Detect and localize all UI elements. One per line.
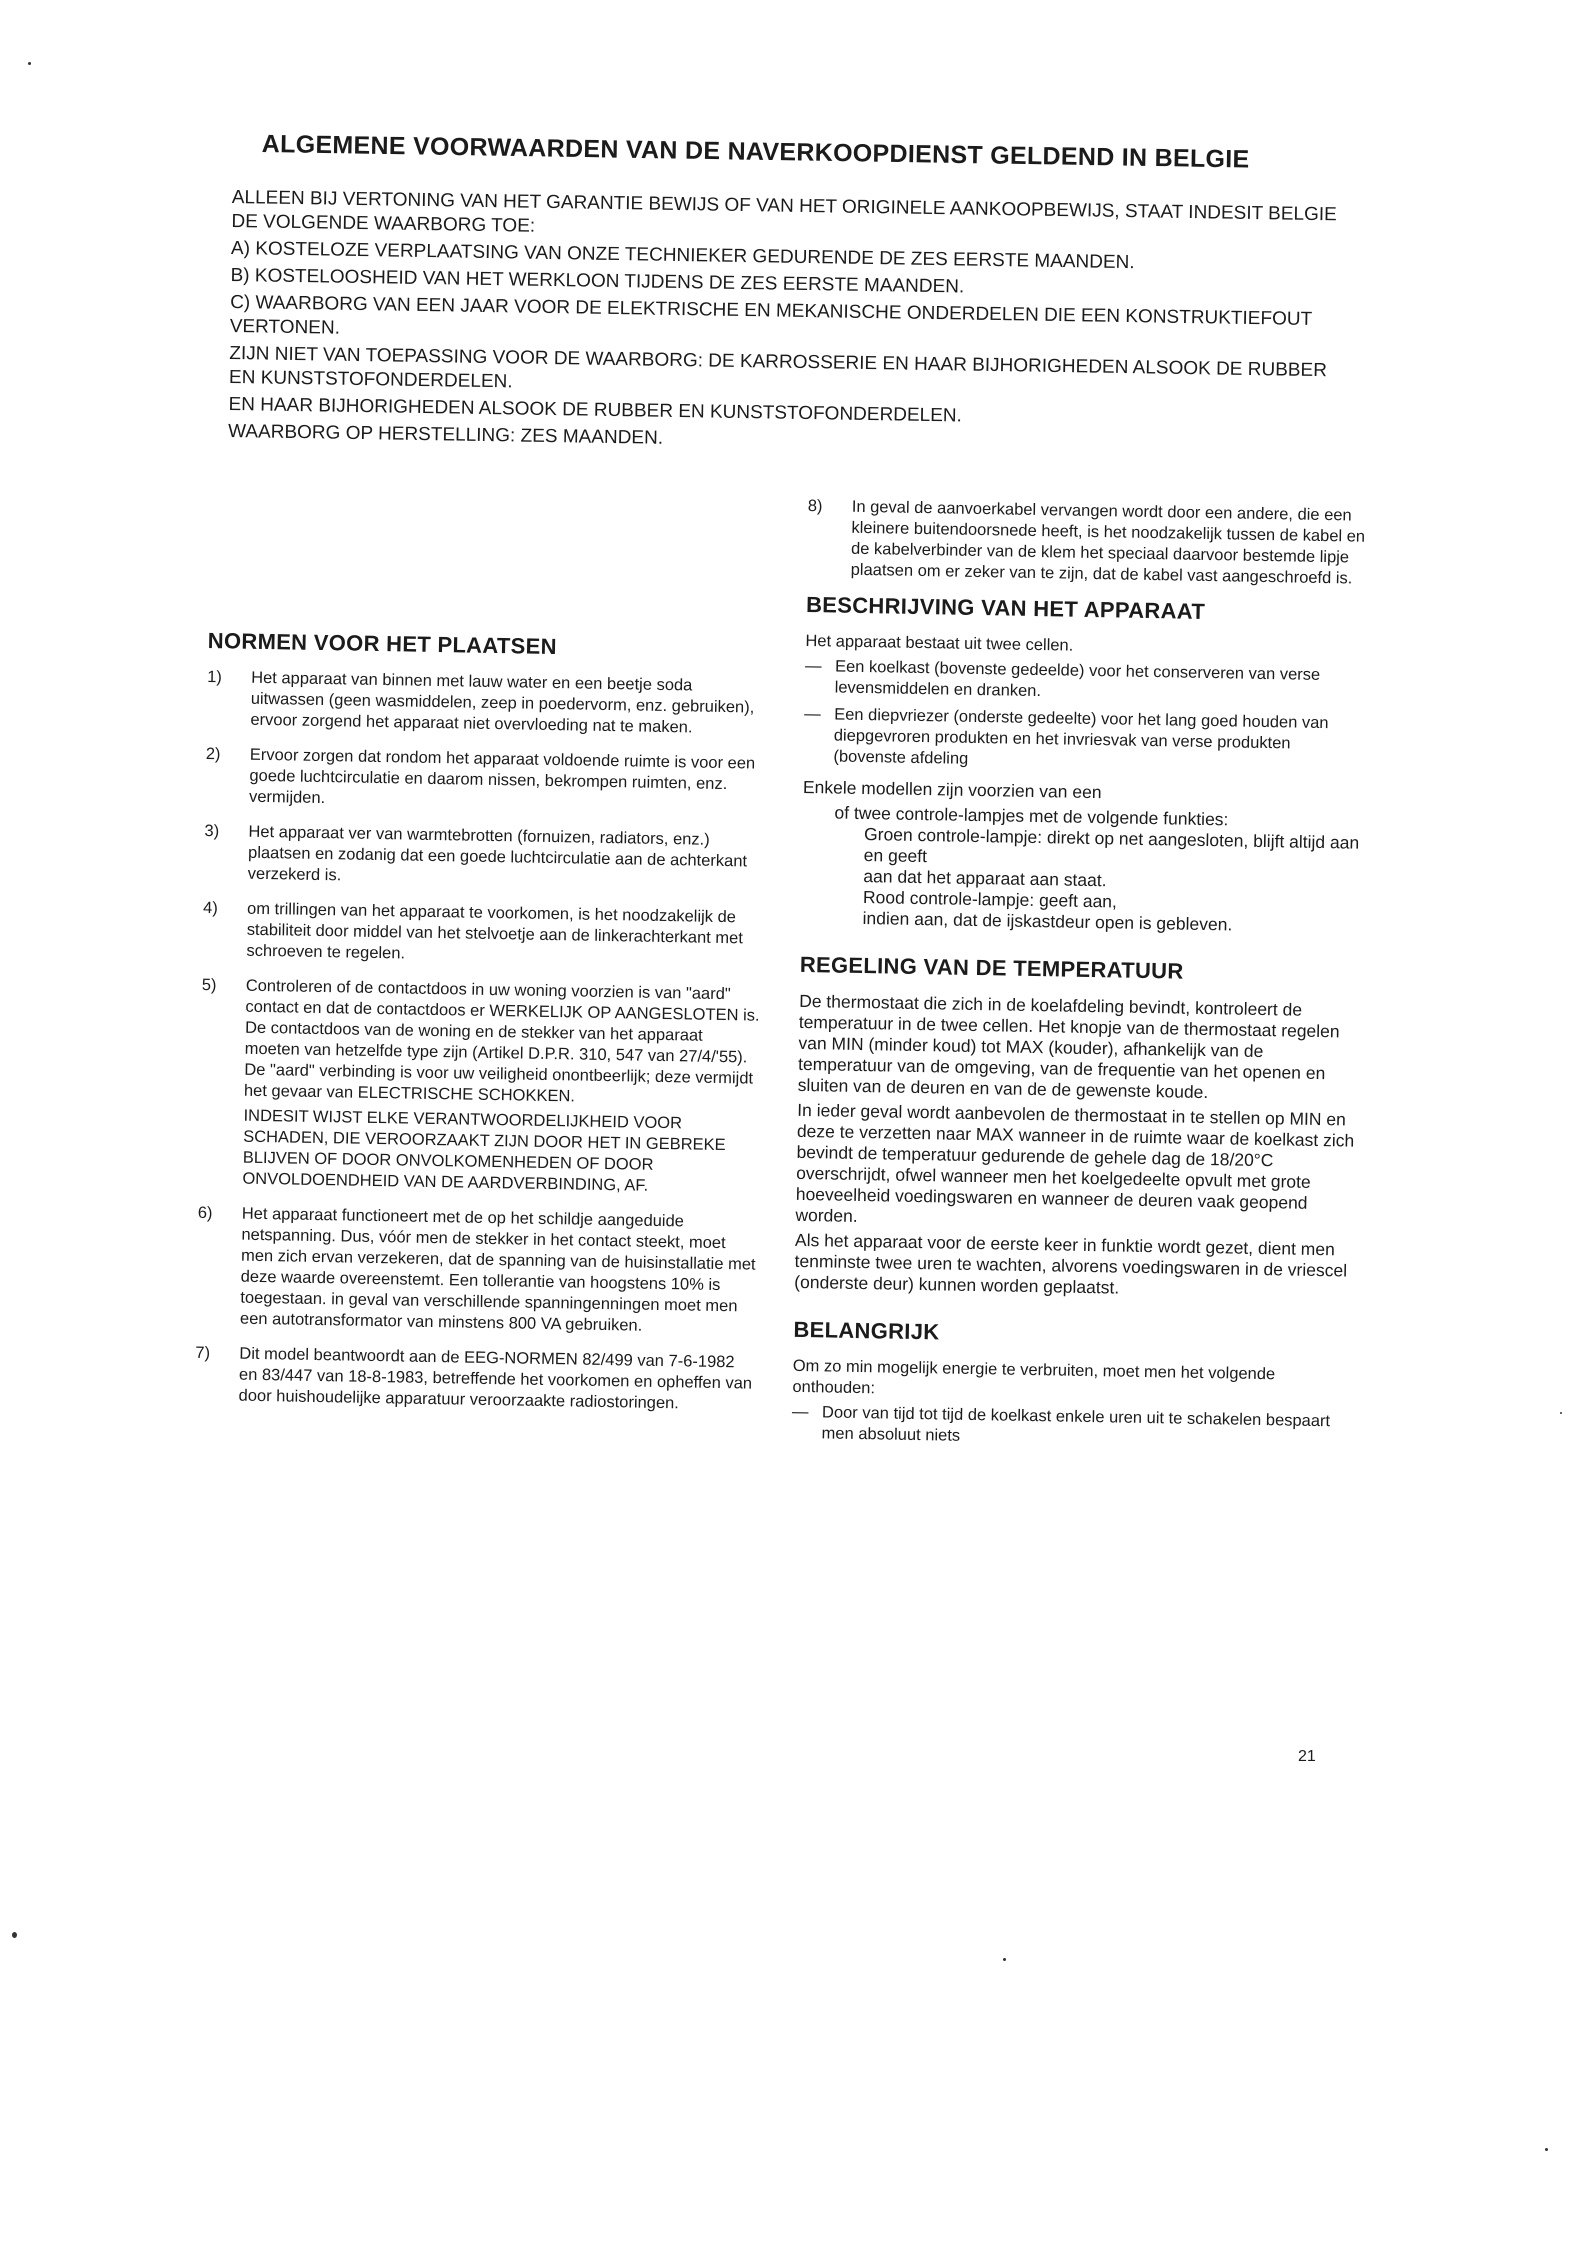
item-number: 7) [195,1343,211,1363]
item-number: 2) [205,744,221,764]
item-number: 5) [201,975,217,995]
left-column [194,630,768,1442]
scan-speck [1003,1958,1006,1961]
warranty-clause-a: A) KOSTELOZE VERPLAATSING VAN ONZE TECHNIEKER GEDURENDE DE ZES EERSTE MAANDEN. [230,237,1135,274]
warranty-exclusion: ZIJN NIET VAN TOEPASSING VOOR DE WAARBORG: DE KARROSSERIE EN HAAR BIJHORIGHEDEN ALSOOK DE RUBBER EN KUNSTSTOFONDERDELEN. [228,342,1328,393]
section-belangrijk [791,1316,1353,1454]
warranty-intro [228,186,1352,465]
item-text: Het apparaat van binnen met lauw water en een beetje soda uitwassen (geen wasmiddelen, zeep in poedervorm, enz. gebruiken), ervoor zorgend het apparaat niet overvloeding nat te maken. [250,668,755,737]
green-lamp-text: Groen controle-lampje: direkt op net aangesloten, blijft altijd aan en geeft [863,824,1360,867]
item-number: 4) [202,898,218,918]
section-normen [194,630,767,1416]
liability-text: INDESIT WIJST ELKE VERANTWOORDELIJKHEID VOOR SCHADEN, DIE VEROORZAAKT ZIJN DOOR HET IN GEBREKE BLIJVEN OF DOOR ONVOLKOMENHEDEN OF DOOR ONVOLDOENDHEID VAN DE AARDVERBINDING, AF. [242,1106,726,1195]
item-text: om trillingen van het apparaat te voorkomen, is het noodzakelijk de stabiliteit door middel van het stelvoetje aan de linkerachterkant met schroeven te regelen. [246,899,744,963]
warranty-repair: WAARBORG OP HERSTELLING: ZES MAANDEN. [227,420,664,449]
item-text: Een koelkast (bovenste gedeelde) voor het conserveren van verse levensmiddelen en dranken. [834,657,1321,701]
red-lamp-text: Rood controle-lampje: geeft aan, [862,887,1118,912]
warranty-exclusion-cont: EN HAAR BIJHORIGHEDEN ALSOOK DE RUBBER EN KUNSTSTOFONDERDELEN. [228,393,963,427]
warranty-text: ALLEEN BIJ VERTONING VAN HET GARANTIE BEWIJS OF VAN HET ORIGINELE AANKOOPBEWIJS, STAAT INDESIT BELGIE DE VOLGENDE WAARBORG TOE: [231,186,1337,237]
item-text: Het apparaat functioneert met de op het schildje aangeduide netspanning. Dus, vóór men de stekker in het contact steekt, moet men zich ervan verzekeren, dat de spanning van de huisinstallatie met deze waarde overeenstemt. Een tollerantie van hoogstens 10% is toegestaan. in geval van verschillende spanningenningen moet men een autotransformator van minstens 800 VA gebruiken. [239,1204,756,1335]
lamp-list [800,802,1362,938]
item-number: 6) [197,1203,213,1223]
item-text: Dit model beantwoordt aan de EEG-NORMEN 82/499 van 7-6-1982 en 83/447 van 18-8-1983, betreffende het voorkomen en opheffen van door huishoudelijke apparatuur veroorzaakte radiostoringen. [238,1344,753,1413]
dash-bullet: — [804,656,822,676]
models-text: Enkele modellen zijn voorzien van een [802,776,1102,803]
list-item [804,656,1365,708]
warranty-clause-c: C) WAARBORG VAN EEN JAAR VOOR DE ELEKTRISCHE EN MEKANISCHE ONDERDELEN DIE EEN KONSTRUKTIEFOUT VERTONEN. [229,291,1312,339]
dash-bullet: — [804,704,821,724]
scan-speck [28,62,31,65]
list-item [198,975,762,1199]
cell-list [803,656,1365,777]
list-item [206,667,767,740]
list-item [204,821,765,894]
list-item [807,496,1368,590]
regeling-text: De thermostaat die zich in de koelafdeling bevindt, kontroleert de temperatuur in de twee cellen. Het knopje van de thermostaat regelen van MIN (minder koud) tot MAX (kouder), afhankelijk van de temperatuur van de omgeving, van de frequentie van het openen en sluiten van de deuren en van de de gewenste koude. [797,990,1340,1103]
item-text: Ervoor zorgen dat rondom het apparaat voldoende ruimte is voor een goede luchtcirculatie en daarom nissen, bekrompen ruimten, enz. vermijden. [248,745,756,808]
warranty-clause-b: B) KOSTELOOSHEID VAN HET WERKLOON TIJDENS DE ZES EERSTE MAANDEN. [230,264,965,298]
normen-heading: NORMEN VOOR HET PLAATSEN [207,628,558,660]
scan-speck [12,1932,17,1938]
beschrijving-heading: BESCHRIJVING VAN HET APPARAAT [805,591,1206,624]
regeling-text: Als het apparaat voor de eerste keer in funktie wordt gezet, dient men tenminste twee uren te wachten, alvorens voedingswaren in de vriescel (onderste deur) kunnen worden geplaatst. [794,1229,1348,1298]
normen-list-continued [807,496,1368,590]
list-item [205,744,766,817]
item-text: In geval de aanvoerkabel vervangen wordt door een andere, die een kleinere buitendoorsnede heeft, is het noodzakelijk tussen de kabel en de kabelverbinder van de klem het speciaal daarvoor bestemde lipje plaatsen om er zeker van te zijn, dat de kabel vast aangeschroefd is. [850,497,1366,588]
section-regeling [794,951,1360,1303]
lamp-description [800,777,1363,938]
list-item [791,1402,1352,1454]
item-text: Controleren of de contactdoos in uw woning voorzien is van "aard" contact en dat de contactdoos er WERKELIJK OP AANGESLOTEN is. De contactdoos van de woning en de stekker van het apparaat moeten van hetzelfde type zijn (Artikel D.P.R. 310, 547 van 27/4/'55). De "aard" verbinding is voor uw veiligheid onontbeerlijk; deze vermijdt het gevaar van ELECTRISCHE SCHOKKEN. [243,976,760,1106]
item-text: Door van tijd tot tijd de koelkast enkele uren uit te schakelen bespaart men absoluut niets [821,1403,1331,1445]
dash-bullet: — [791,1402,809,1422]
item-number: 8) [807,496,823,516]
belangrijk-heading: BELANGRIJK [793,1316,940,1345]
list-item [803,704,1364,777]
list-item [202,898,763,971]
regeling-text: In ieder geval wordt aanbevolen de thermostaat in te stellen op MIN en deze te verzetten naar MAX wanneer in de ruimte waar de koelkast zich bevindt de temperatuur gedurende de gehele dag de 18/20°C overschrijdt, ofwel wanneer men het koelgedeelte opvult met grote hoeveelheid voedingswaren en wanneer de deuren vaak geopend worden. [795,1099,1355,1226]
models-text-cont: of twee controle-lampjes met de volgende funkties: [834,802,1229,830]
right-column [791,496,1368,1480]
section-beschrijving [800,591,1366,938]
scan-speck [1545,2148,1548,2151]
item-text: Het apparaat ver van warmtebrotten (fornuizen, radiators, enz.) plaatsen en zodanig dat een goede luchtcirculatie aan de achterkant verzekerd is. [247,822,748,885]
regeling-heading: REGELING VAN DE TEMPERATUUR [799,951,1184,984]
list-item [196,1203,758,1339]
green-lamp-text-cont: aan dat het apparaat aan staat. [863,866,1107,891]
item-text: Een diepvriezer (onderste gedeelte) voor het lang goed houden van diepgevroren produkten en het invriesvak van verse produkten (bovenste afdeling [833,705,1329,768]
page-title: ALGEMENE VOORWAARDEN VAN DE NAVERKOOPDIENST GELDEND IN BELGIE [261,130,1250,174]
beschrijving-intro: Het apparaat bestaat uit twee cellen. [805,631,1074,655]
tips-list [791,1402,1352,1454]
item-number: 3) [204,821,220,841]
belangrijk-intro: Om zo min mogelijk energie te verbruiten, moet men het volgende onthouden: [792,1356,1276,1398]
item-number: 1) [207,667,223,687]
page-number: 21 [1298,1748,1316,1765]
normen-list [194,667,767,1416]
scan-speck [1560,1412,1562,1414]
red-lamp-text-cont: indien aan, dat de ijskastdeur open is gebleven. [862,908,1233,935]
list-item [194,1343,755,1416]
